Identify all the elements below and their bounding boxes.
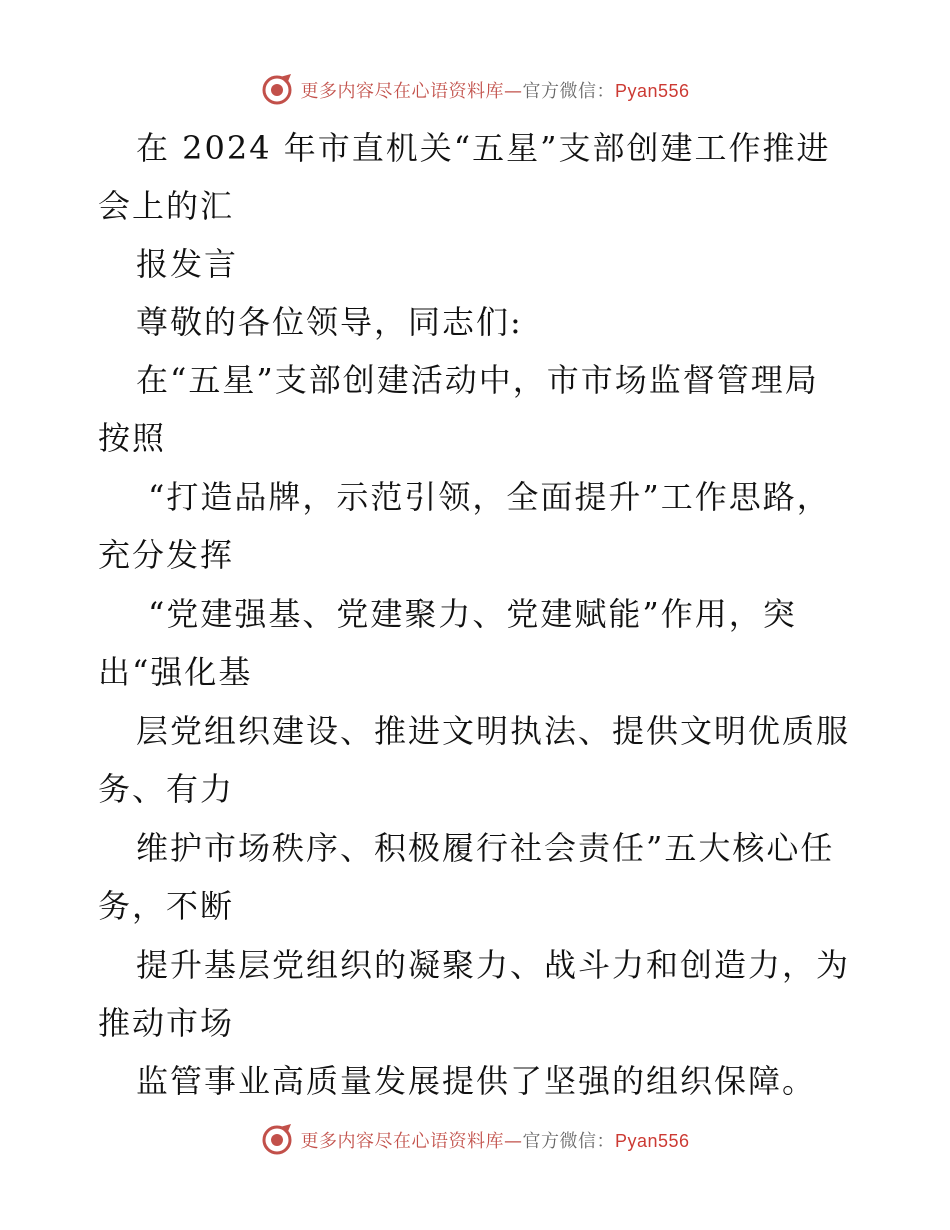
salutation: 尊敬的各位领导，同志们: bbox=[136, 303, 523, 341]
watermark-text: 更多内容尽在心语资料库—官方微信：Pyan556 bbox=[300, 81, 690, 102]
paragraph-line: 按照 bbox=[98, 419, 167, 457]
paragraph-line: 务、有力 bbox=[98, 770, 235, 808]
quill-logo-icon bbox=[260, 1123, 294, 1157]
paragraph-line: 充分发挥 bbox=[98, 536, 235, 574]
title-line-2: 会上的汇 bbox=[98, 187, 235, 225]
paragraph-line: 出“强化基 bbox=[98, 653, 253, 691]
paragraph-line: 维护市场秩序、积极履行社会责任”五大核心任 bbox=[136, 829, 835, 867]
paragraph-line: “党建强基、党建聚力、党建赋能”作用，突 bbox=[148, 595, 797, 633]
paragraph-line: 监管事业高质量发展提供了坚强的组织保障。 bbox=[136, 1062, 817, 1100]
quill-logo-icon bbox=[260, 73, 294, 107]
paragraph-line: “打造品牌，示范引领，全面提升”工作思路， bbox=[148, 478, 831, 516]
paragraph-line: 务，不断 bbox=[98, 887, 235, 925]
paragraph-line: 层党组织建设、推进文明执法、提供文明优质服 bbox=[136, 712, 851, 750]
footer-watermark bbox=[0, 1120, 950, 1160]
title-line-1: 在 2024 年市直机关“五星”支部创建工作推进 bbox=[136, 129, 831, 167]
paragraph-line: 在“五星”支部创建活动中，市市场监督管理局 bbox=[136, 361, 819, 399]
title-line-3: 报发言 bbox=[136, 245, 239, 283]
watermark-text: 更多内容尽在心语资料库—官方微信：Pyan556 bbox=[300, 1131, 690, 1152]
header-watermark bbox=[0, 70, 950, 110]
paragraph-line: 提升基层党组织的凝聚力、战斗力和创造力，为 bbox=[136, 946, 851, 984]
paragraph-line: 推动市场 bbox=[98, 1004, 235, 1042]
